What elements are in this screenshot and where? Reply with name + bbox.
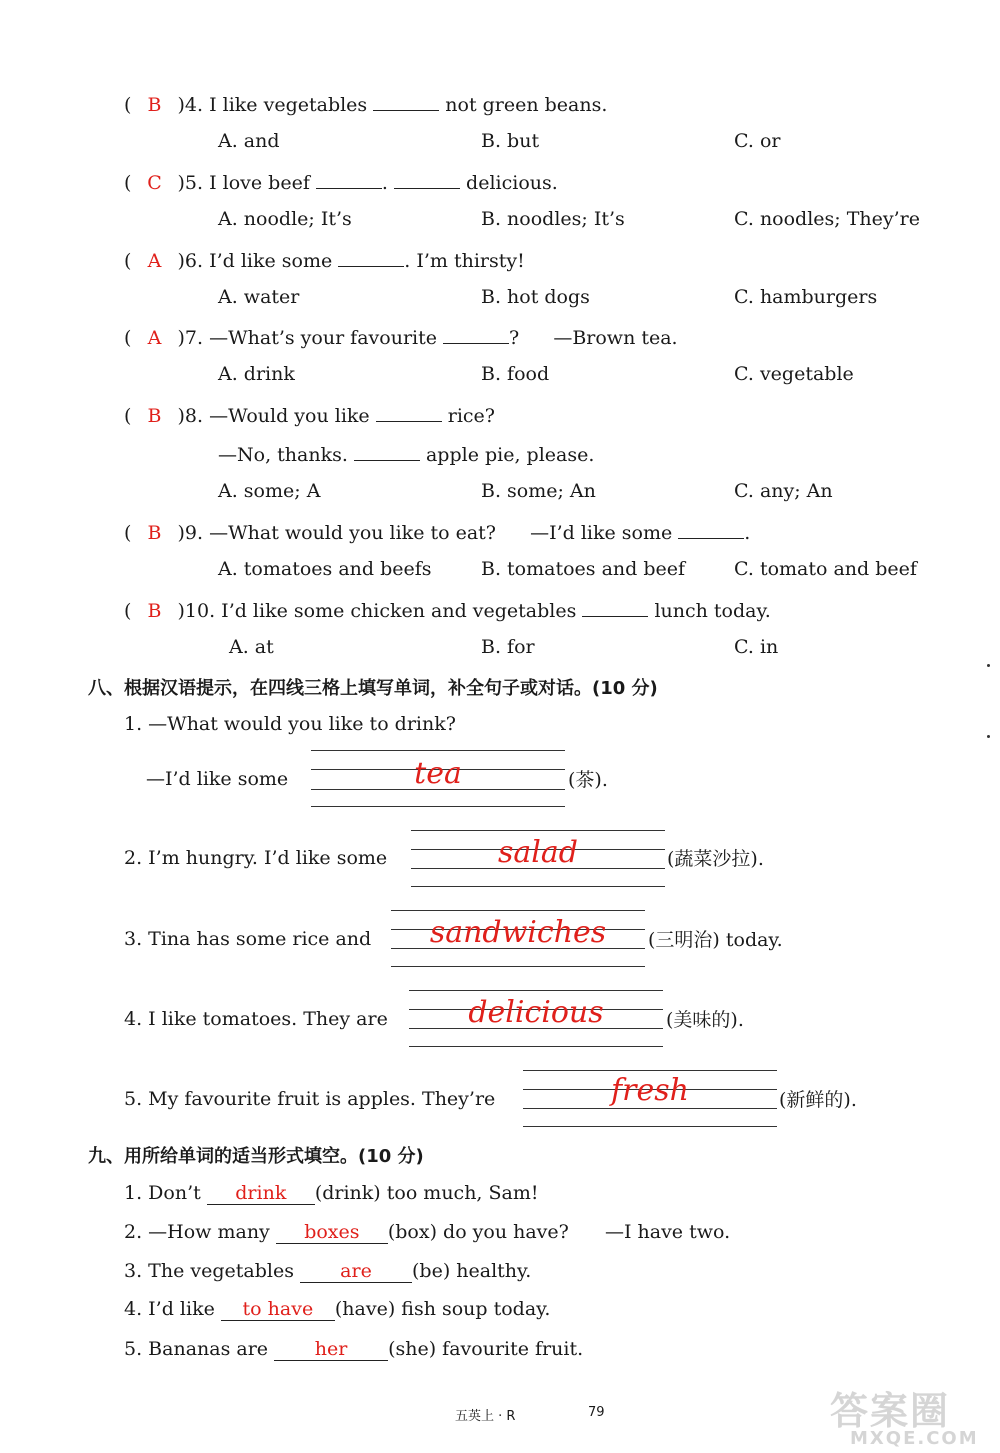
s8-item4-prompt: 4. I like tomatoes. They are [124,1008,388,1030]
blank [373,90,439,111]
s8-item1-line2: —I’d like some [146,768,289,790]
watermark-logo: 答案圈 [830,1389,951,1433]
margin-dot [987,664,990,667]
answer: A [147,327,162,349]
question-text: delicious. [466,172,558,194]
item-text: 2. —How many [124,1221,270,1243]
option-a: A. drink [218,363,295,385]
blank [394,168,460,189]
blank [376,401,442,422]
question-7: ( A )7. —What’s your favourite ? —Brown tea. [124,323,678,350]
question-4 [124,90,607,117]
s8-answer: tea [414,756,462,791]
item-text: (have) fish soup today. [334,1298,551,1320]
writing-line [411,830,665,831]
writing-line [311,806,565,807]
option-b: B. some; An [481,480,596,502]
s8-answer: fresh [611,1073,689,1108]
question-text: —Brown tea. [553,327,678,349]
blank [582,596,648,617]
question-6: ( A )6. I’d like some . I’m thirsty! [124,246,525,273]
blank [354,440,420,461]
question-text: )6. I’d like some [177,250,333,272]
question-text: . [744,522,751,544]
option-c: C. vegetable [734,363,854,385]
writing-line [409,1046,663,1047]
question-text: not green beans. [445,94,608,116]
s8-hint: (三明治) today. [648,929,783,951]
item-text: (box) do you have? [387,1221,569,1243]
option-a: A. water [218,286,300,308]
s8-answer: sandwiches [429,915,607,950]
question-text: )7. —What’s your favourite [177,327,437,349]
blank [678,518,744,539]
answer-blank: boxes [276,1221,388,1244]
item-text: 5. Bananas are [124,1338,269,1360]
s9-item-3 [124,1259,531,1283]
option-b: B. for [481,636,535,658]
writing-line [523,1108,777,1109]
footer-label: 五英上 · R [455,1409,516,1424]
question-text: )9. —What would you like to eat? [177,522,496,544]
s8-hint: (新鲜的). [779,1089,857,1111]
item-text: —I have two. [604,1221,731,1243]
option-a: A. and [218,130,280,152]
item-text: (she) favourite fruit. [388,1338,584,1360]
writing-line [409,990,663,991]
answer: A [147,250,162,272]
question-8: ( B )8. —Would you like rice? [124,401,495,428]
question-text: apple pie, please. [425,444,595,466]
item-text: 4. I’d like [124,1298,215,1320]
writing-line [523,1070,777,1071]
answer: B [147,522,162,544]
question-text: )10. I’d like some chicken and vegetables [177,600,577,622]
question-8-line2 [218,440,594,467]
s8-item1-prompt: 1. —What would you like to drink? [124,713,456,735]
option-c: C. any; An [734,480,833,502]
answer: B [147,600,162,622]
question-9: ( B )9. —What would you like to eat? —I’d like some . [124,518,750,545]
page-number: 79 [588,1405,605,1420]
s9-item-4 [124,1297,550,1321]
option-b: B. noodles; It’s [481,208,625,230]
answer: C [147,172,162,194]
item-text: (be) healthy. [412,1260,532,1282]
answer-blank: her [274,1338,388,1361]
s8-item2-prompt: 2. I’m hungry. I’d like some [124,847,388,869]
option-b: B. tomatoes and beef [481,558,686,580]
section-8-title: 八、根据汉语提示，在四线三格上填写单词，补全句子或对话。(10 分) [88,678,658,699]
option-a: A. tomatoes and beefs [218,558,432,580]
option-b: B. hot dogs [481,286,590,308]
option-a: A. some; A [218,480,321,502]
writing-line [523,1126,777,1127]
option-c: C. or [734,130,781,152]
question-text: . [381,172,388,194]
blank [316,168,382,189]
option-a: A. at [229,636,274,658]
writing-line [391,966,645,967]
question-text: rice? [447,405,495,427]
writing-line [411,886,665,887]
question-5: ( C )5. I love beef . delicious. [124,168,558,195]
option-b: B. but [481,130,540,152]
answer-blank: are [300,1260,412,1283]
item-text: (drink) too much, Sam! [314,1182,539,1204]
s9-item-5 [124,1337,583,1361]
option-a: A. noodle; It’s [218,208,352,230]
question-text: . I’m thirsty! [404,250,525,272]
paren: ( [124,94,132,116]
question-text: ? [509,327,520,349]
s8-answer: salad [498,835,578,870]
section-9-title: 九、用所给单词的适当形式填空。(10 分) [88,1146,424,1167]
s8-item5-prompt: 5. My favourite fruit is apples. They’re [124,1088,496,1110]
blank [443,323,509,344]
answer-blank: to have [221,1298,335,1321]
s8-item3-prompt: 3. Tina has some rice and [124,928,372,950]
question-10: ( B )10. I’d like some chicken and vegetables lunch today. [124,596,771,623]
question-text: —No, thanks. [218,444,348,466]
s9-item-2 [124,1220,730,1244]
option-b: B. food [481,363,550,385]
option-c: C. noodles; They’re [734,208,920,230]
s8-hint: (美味的). [666,1009,744,1031]
answer: B [147,405,162,427]
s8-answer: delicious [468,995,604,1030]
s9-item-1 [124,1181,539,1205]
answer-blank: drink [207,1182,315,1205]
item-text: 1. Don’t [124,1182,201,1204]
option-c: C. hamburgers [734,286,878,308]
option-c: C. in [734,636,779,658]
question-text: )8. —Would you like [177,405,370,427]
answer: B [147,94,162,116]
question-text: —I’d like some [530,522,673,544]
s8-hint: (蔬菜沙拉). [667,848,764,870]
question-text: lunch today. [654,600,771,622]
blank [338,246,404,267]
option-c: C. tomato and beef [734,558,917,580]
watermark-url: MXQE.COM [850,1428,979,1449]
question-text: )5. I love beef [177,172,310,194]
margin-dot [987,735,990,738]
question-text: )4. I like vegetables [177,94,368,116]
writing-line [311,750,565,751]
writing-line [391,910,645,911]
s8-hint: (茶). [568,769,608,791]
item-text: 3. The vegetables [124,1260,294,1282]
